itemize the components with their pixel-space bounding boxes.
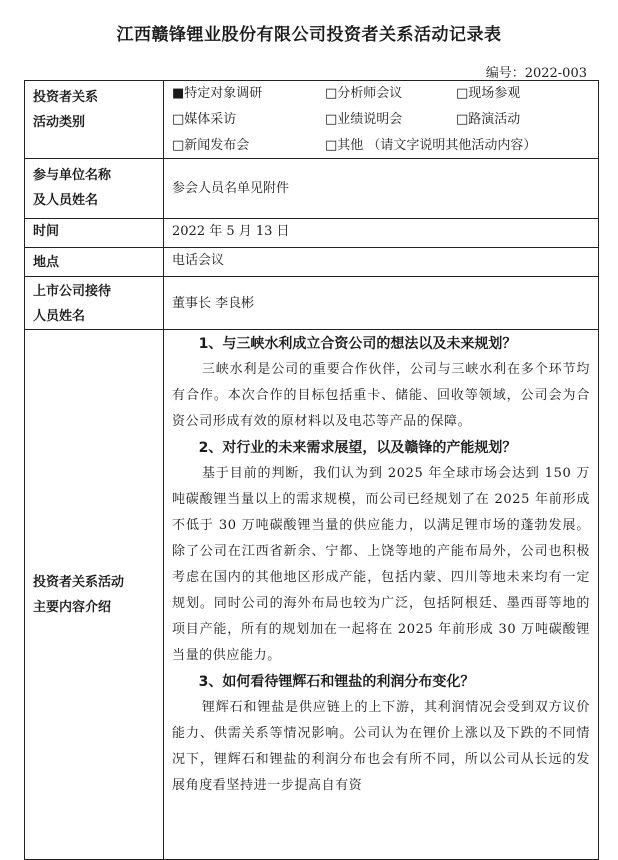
participants-label [25, 159, 164, 219]
activity-type-label [25, 81, 164, 159]
option-media-interview: □媒体采访 [172, 112, 237, 127]
answer-3: 锂辉石和锂盐是供应链上的上下游，其利润情况会受到双方议价能力、供需关系等情况影响。公司认为在锂价上涨以及下跌的不同情况下，锂辉石和锂盐的利润分布也会有所不同，所以公司从长远的发展角度看坚持进一步提高自有资 [172, 700, 590, 793]
answer-2: 基于目前的判断，我们认为到 2025 年全球市场会达到 150 万吨碳酸锂当量以上的需求规模，而公司已经规划了在 2025 年前形成不低于 30 万吨碳酸锂当量的供应能力，以满足锂市场的蓬勃发展。除了公司在江西省新余、宁都、上饶等地的产能布局外，公司也积极考虑在国内的其他地区形成产能，包括内蒙、四川等地未来均有一定规划。同时公司的海外布局也较为广泛，包括阿根廷、墨西哥等地的项目产能，所有的规划加在一起将在 2025 年前形成 30 万吨碳酸锂当量的供应能力。 [172, 466, 590, 663]
participants-value: 参会人员名单见附件 [164, 159, 599, 219]
location-value: 电话会议 [164, 248, 599, 277]
time-value: 2022 年 5 月 13 日 [164, 219, 599, 248]
row-activity-type [25, 81, 599, 159]
answer-1: 三峡水利是公司的重要合作伙伴，公司与三峡水利在多个环节均有合作。本次合作的目标包括重卡、储能、回收等领域，公司会为合资公司形成有效的原材料以及电芯等产品的保障。 [172, 362, 590, 429]
row-location [25, 248, 599, 277]
time-label: 时间 [25, 219, 164, 248]
option-specific-research: ■特定对象调研 [172, 86, 263, 101]
question-2: 2、对行业的未来需求展望，以及赣锋的产能规划？ [198, 440, 517, 456]
main-content-label-line2: 主要内容介绍 [33, 599, 112, 615]
receptionist-value: 董事长 李良彬 [164, 277, 599, 330]
row-main-content [25, 330, 599, 860]
document-title: 江西赣锋锂业股份有限公司投资者关系活动记录表 [116, 25, 502, 45]
row-participants [25, 159, 599, 219]
activity-type-label-line1: 投资者关系 [33, 90, 99, 105]
activity-type-label-line2: 活动类别 [33, 115, 86, 130]
option-site-visit: □现场参观 [456, 86, 521, 101]
question-1: 1、与三峡水利成立合资公司的想法以及未来规划？ [198, 336, 517, 352]
option-earnings-briefing: □业绩说明会 [325, 112, 403, 127]
row-receptionist [25, 277, 599, 330]
activity-record-table [24, 80, 599, 860]
option-press-conference: □新闻发布会 [172, 138, 250, 153]
main-content-body [164, 330, 599, 860]
receptionist-label-line2: 人员姓名 [33, 309, 86, 324]
main-content-label [25, 330, 164, 860]
participants-label-line2: 及人员姓名 [33, 193, 99, 208]
row-time [25, 219, 599, 248]
location-label: 地点 [25, 248, 164, 277]
document-number: 编号：2022-003 [485, 66, 587, 81]
question-3: 3、如何看待锂辉石和锂盐的利润分布变化？ [198, 674, 475, 690]
option-roadshow: □路演活动 [456, 112, 521, 127]
receptionist-label [25, 277, 164, 330]
option-analyst-meeting: □分析师会议 [325, 86, 403, 101]
receptionist-label-line1: 上市公司接待 [33, 284, 112, 299]
participants-label-line1: 参与单位名称 [33, 168, 112, 183]
activity-type-options [164, 81, 599, 159]
main-content-label-line1: 投资者关系活动 [33, 574, 125, 590]
option-other: □其他 （请文字说明其他活动内容） [325, 138, 537, 153]
